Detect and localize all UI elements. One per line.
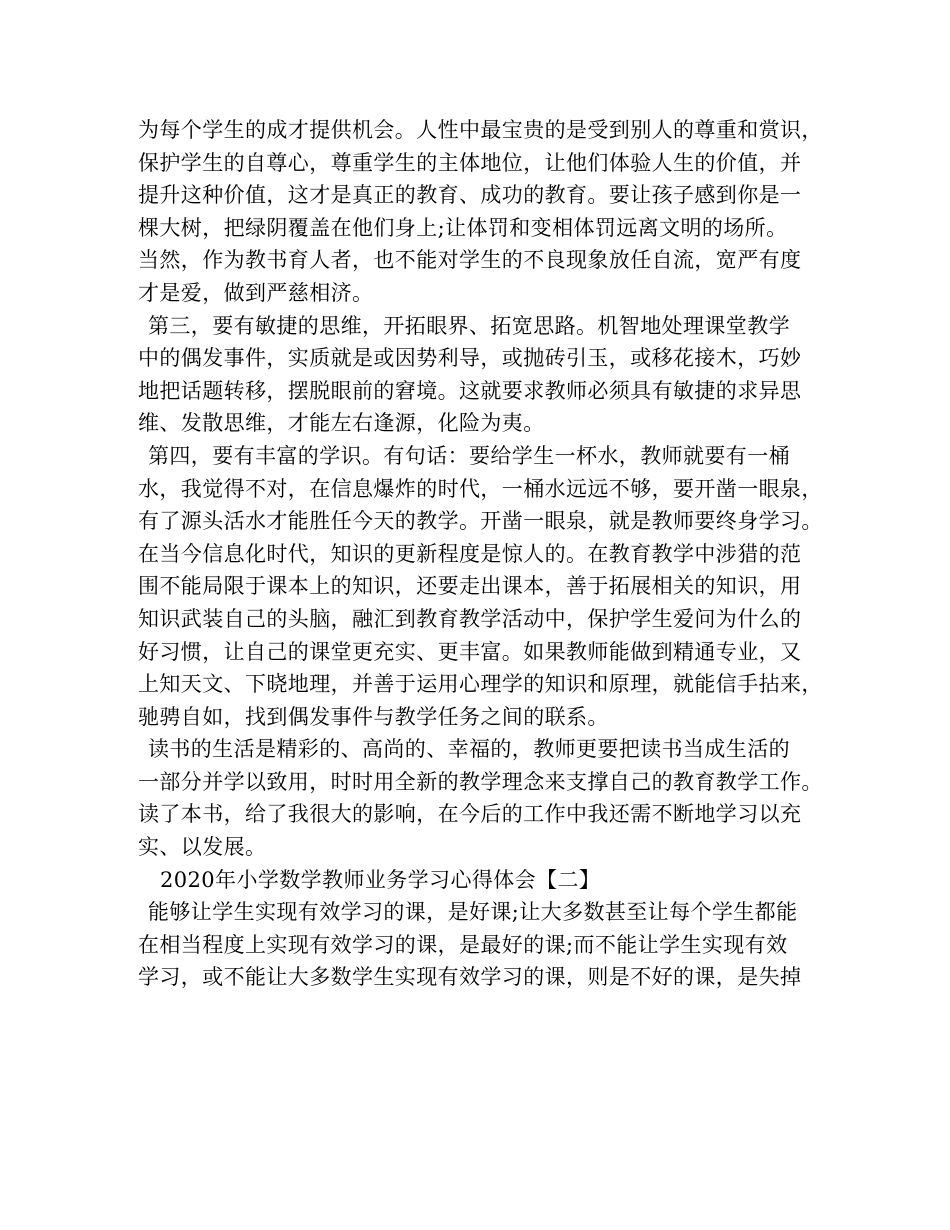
text-line: 上知天文、下晓地理，并善于运用心理学的知识和原理，就能信手拈来， — [138, 672, 823, 697]
text-line: 提升这种价值，这才是真正的教育、成功的教育。要让孩子感到你是一 — [138, 183, 802, 208]
text-line: 为每个学生的成才提供机会。人性中最宝贵的是受到别人的尊重和赏识， — [138, 118, 823, 142]
text-line: 维、发散思维，才能左右逢源，化险为夷。 — [138, 411, 545, 436]
body-text — [138, 114, 828, 994]
text-line: 保护学生的自尊心，尊重学生的主体地位，让他们体验人生的价值，并 — [138, 150, 802, 175]
text-line: 驰骋自如，找到偶发事件与教学任务之间的联系。 — [138, 704, 609, 729]
text-line: 中的偶发事件，实质就是或因势利导，或抛砖引玉，或移花接木，巧妙 — [138, 346, 802, 371]
section-heading: 2020年小学数学教师业务学习心得体会【二】 — [160, 867, 601, 892]
paragraph-start-line: 第四，要有丰富的学识。有句话：要给学生一杯水，教师就要有一桶 — [148, 443, 790, 468]
text-line: 地把话题转移，摆脱眼前的窘境。这就要求教师必须具有敏捷的求异思 — [138, 378, 802, 403]
paragraph-start-line: 读书的生活是精彩的、高尚的、幸福的，教师更要把读书当成生活的 — [148, 737, 790, 762]
paragraph-start-line: 第三，要有敏捷的思维，开拓眼界、拓宽思路。机智地处理课堂教学 — [148, 313, 790, 338]
text-line: 在相当程度上实现有效学习的课，是最好的课;而不能让学生实现有效 — [138, 932, 788, 957]
text-line: 实、以发展。 — [138, 835, 267, 860]
text-line: 好习惯，让自己的课堂更充实、更丰富。如果教师能做到精通专业，又 — [138, 639, 802, 664]
text-line: 知识武装自己的头脑，融汇到教育教学活动中，保护学生爱问为什么的 — [138, 606, 802, 631]
text-line: 水，我觉得不对，在信息爆炸的时代，一桶水远远不够，要开凿一眼泉， — [138, 476, 823, 501]
paragraph-start-line: 能够让学生实现有效学习的课，是好课;让大多数甚至让每个学生都能 — [148, 900, 798, 925]
text-line: 有了源头活水才能胜任今天的教学。开凿一眼泉，就是教师要终身学习。 — [138, 509, 823, 534]
text-line: 一部分并学以致用，时时用全新的教学理念来支撑自己的教育教学工作。 — [138, 769, 823, 794]
text-line: 学习，或不能让大多数学生实现有效学习的课，则是不好的课，是失掉 — [138, 965, 802, 990]
text-line: 读了本书，给了我很大的影响，在今后的工作中我还需不断地学习以充 — [138, 802, 802, 827]
text-line: 棵大树，把绿阴覆盖在他们身上;让体罚和变相体罚远离文明的场所。 — [138, 215, 788, 240]
text-line: 当然，作为教书育人者，也不能对学生的不良现象放任自流，宽严有度 — [138, 248, 802, 273]
text-line: 围不能局限于课本上的知识，还要走出课本，善于拓展相关的知识，用 — [138, 574, 802, 599]
text-line: 才是爱，做到严慈相济。 — [138, 280, 374, 305]
text-line: 在当今信息化时代，知识的更新程度是惊人的。在教育教学中涉猎的范 — [138, 541, 802, 566]
